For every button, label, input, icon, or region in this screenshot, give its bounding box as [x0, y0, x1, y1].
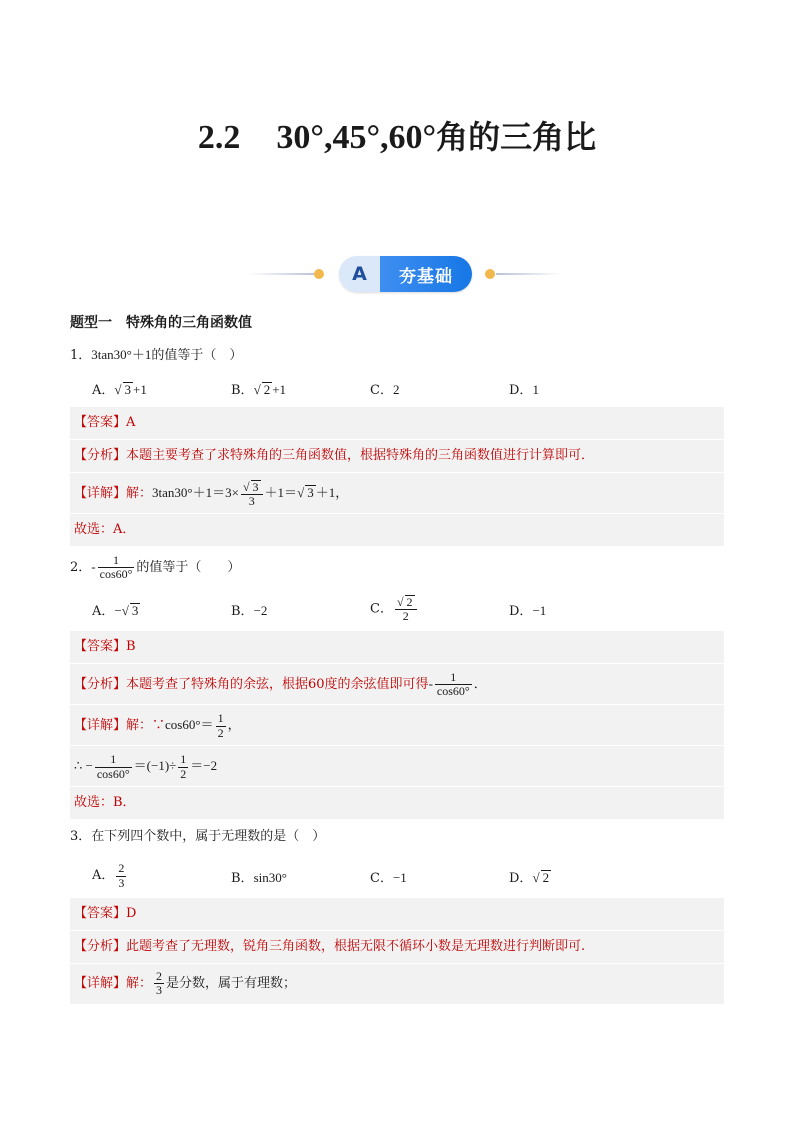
fraction-numerator: 1	[98, 554, 135, 568]
fraction-denominator: cos60°	[436, 684, 470, 698]
option-value: −1	[532, 602, 547, 618]
q2-fraction	[98, 554, 135, 581]
section-heading: 题型一 特殊角的三角函数值	[70, 315, 252, 331]
detail-text: 是分数，属于有理数；	[166, 976, 297, 991]
sqrt-radicand: 3	[131, 602, 139, 618]
q2-minus: -	[91, 559, 96, 574]
answer-value: D	[126, 906, 137, 921]
detail-prefix: 解：	[126, 976, 153, 991]
fraction-denominator: cos60°	[96, 766, 130, 781]
answer-tag: 【答案】	[74, 639, 127, 654]
sqrt-radicand: 2	[263, 381, 271, 397]
fraction	[216, 712, 226, 739]
fraction	[178, 753, 188, 780]
detail-tag: 【详解】	[74, 718, 127, 733]
option-value: 2	[392, 381, 400, 397]
answer-value: A	[126, 415, 136, 430]
option-pre: −	[114, 602, 122, 618]
answer-value: B	[126, 639, 136, 654]
option-value: −2	[253, 602, 268, 618]
fraction-denominator: cos60°	[99, 567, 133, 581]
question-3	[70, 819, 724, 855]
fraction-denominator: 3	[156, 983, 163, 997]
fraction	[116, 862, 126, 889]
option-label: C．	[370, 601, 393, 617]
sqrt-radicand: 2	[406, 594, 413, 609]
detail-tag: 【详解】	[74, 486, 127, 501]
fraction	[435, 671, 472, 698]
detail-expr: cos60°＝	[165, 717, 214, 732]
q1-answer	[70, 406, 724, 439]
q2-answer	[70, 630, 724, 663]
q3-answer	[70, 897, 724, 930]
option-label: A．	[92, 603, 115, 619]
analysis-minus: -	[428, 676, 433, 691]
title-suffix: 角的三角比	[436, 118, 597, 156]
q1-option-c	[370, 379, 509, 398]
fraction-numerator: 1	[435, 671, 472, 685]
question-2	[70, 546, 724, 588]
question-1	[70, 340, 724, 370]
fraction-denominator: 2	[180, 766, 187, 781]
q3-detail	[70, 963, 724, 1004]
fraction-numerator: 1	[95, 753, 132, 767]
sqrt-radicand: 2	[542, 869, 550, 885]
fraction	[154, 970, 164, 997]
section-banner	[0, 256, 794, 292]
option-value: −1	[392, 869, 407, 885]
fraction: $\frac{√ 2}{2}$	[395, 595, 417, 623]
option-label: D．	[509, 603, 533, 619]
answer-tag: 【答案】	[74, 906, 127, 921]
q1-option-a: A．√ 3 +1	[92, 381, 147, 398]
q2-option-b	[231, 600, 370, 619]
option-label: A．	[92, 382, 115, 398]
q2-option-d	[509, 600, 648, 619]
therefore-mid: ＝(−1)÷	[133, 758, 177, 773]
q1-number: 1．	[70, 348, 92, 363]
q2-options	[70, 588, 724, 630]
sqrt-radicand: 3	[307, 485, 314, 500]
option-label: D．	[509, 382, 533, 398]
q2-option-a: A．−√ 3	[92, 602, 139, 619]
option-label: B．	[231, 870, 254, 886]
banner-dot-right	[485, 269, 495, 279]
option-label: B．	[231, 603, 254, 619]
q3-option-c	[370, 867, 509, 886]
option-label: A．	[92, 868, 115, 884]
detail-expr: ＋1＝	[264, 485, 298, 500]
therefore-pre: ∴ −	[74, 758, 93, 773]
banner-pill	[339, 256, 472, 292]
fraction-denominator: 3	[118, 875, 125, 890]
analysis-tag: 【分析】	[74, 939, 127, 954]
q1-options	[70, 370, 724, 406]
fraction-denominator: 3	[248, 494, 255, 509]
q2-therefore	[70, 745, 724, 786]
option-value: 1	[532, 381, 539, 397]
detail-prefix: 解：	[126, 486, 153, 501]
q3-options	[70, 855, 724, 897]
fraction-numerator: 1	[180, 752, 187, 767]
option-label: B．	[231, 382, 254, 398]
fraction-denominator: 2	[217, 725, 224, 740]
q1-option-b: B．√ 2 +1	[231, 381, 287, 398]
option-label: D．	[509, 870, 533, 886]
content	[70, 306, 724, 1004]
q2-option-c	[370, 595, 509, 623]
option-label: C．	[370, 382, 393, 398]
q2-analysis	[70, 663, 724, 704]
q3-option-d: D．√ 2	[509, 869, 550, 886]
option-rest: +1	[133, 381, 147, 397]
fraction-numerator: 1	[217, 711, 224, 726]
fraction: $\frac{√ 3}{3}$	[241, 480, 263, 508]
q1-expression: 3tan30°＋1	[91, 347, 152, 362]
q1-choice	[70, 513, 724, 546]
analysis-tag: 【分析】	[74, 677, 127, 692]
option-value: sin30°	[253, 869, 287, 885]
option-label: C．	[370, 870, 393, 886]
banner-line-left	[248, 273, 314, 275]
q3-option-b	[231, 867, 370, 886]
page-title	[0, 112, 794, 158]
detail-end: ，	[227, 717, 241, 732]
q2-text: 的值等于（ ）	[136, 560, 241, 575]
detail-expr: ＋1，	[315, 485, 349, 500]
analysis-tag: 【分析】	[74, 448, 127, 463]
fraction-numerator: 2	[118, 861, 125, 876]
q1-analysis	[70, 439, 724, 472]
therefore-end: ＝−2	[190, 758, 218, 773]
banner-letter: A	[339, 256, 380, 292]
fraction	[95, 753, 132, 780]
analysis-text: 此题考查了无理数，锐角三角函数，根据无限不循环小数是无理数进行判断即可.	[126, 939, 586, 954]
title-number: 2.2	[197, 119, 241, 156]
q3-text: 在下列四个数中，属于无理数的是（ ）	[91, 829, 326, 844]
q1-option-d	[509, 379, 648, 398]
analysis-text: 本题主要考查了求特殊角的三角函数值，根据特殊角的三角函数值进行计算即可．	[126, 448, 595, 463]
sqrt-radicand: 3	[124, 381, 132, 397]
option-rest: +1	[272, 381, 287, 397]
q2-choice	[70, 786, 724, 819]
fraction-numerator: 2	[156, 968, 163, 983]
detail-expr: 3tan30°＋1＝3×	[152, 485, 239, 500]
q1-text: 的值等于（ ）	[151, 348, 243, 363]
analysis-text: 本题考查了特殊角的余弦，根据60度的余弦值即可得	[126, 677, 429, 692]
banner-text: 夯基础	[380, 256, 472, 292]
q2-number: 2．	[70, 560, 92, 575]
choice-text: 故选：A．	[74, 522, 136, 537]
detail-tag: 【详解】	[74, 976, 127, 991]
choice-text: 故选：B．	[74, 795, 136, 810]
q3-analysis	[70, 930, 724, 963]
title-angles: 30°,45°,60°	[276, 119, 437, 156]
banner-line-right	[496, 273, 562, 275]
q3-option-a	[92, 862, 231, 889]
q1-detail: 【详解】解：3tan30°＋1＝3× $\frac{√ 3}{3}$ ＋1＝√ 3 ＋1，	[70, 472, 724, 513]
analysis-end: ．	[473, 677, 487, 692]
banner-dot-left	[314, 269, 324, 279]
sqrt-radicand: 3	[252, 479, 259, 494]
q2-detail	[70, 704, 724, 745]
detail-prefix: 解：∵	[126, 718, 166, 733]
q3-number: 3．	[70, 829, 92, 844]
fraction-denominator: 2	[402, 609, 409, 623]
answer-tag: 【答案】	[74, 415, 127, 430]
